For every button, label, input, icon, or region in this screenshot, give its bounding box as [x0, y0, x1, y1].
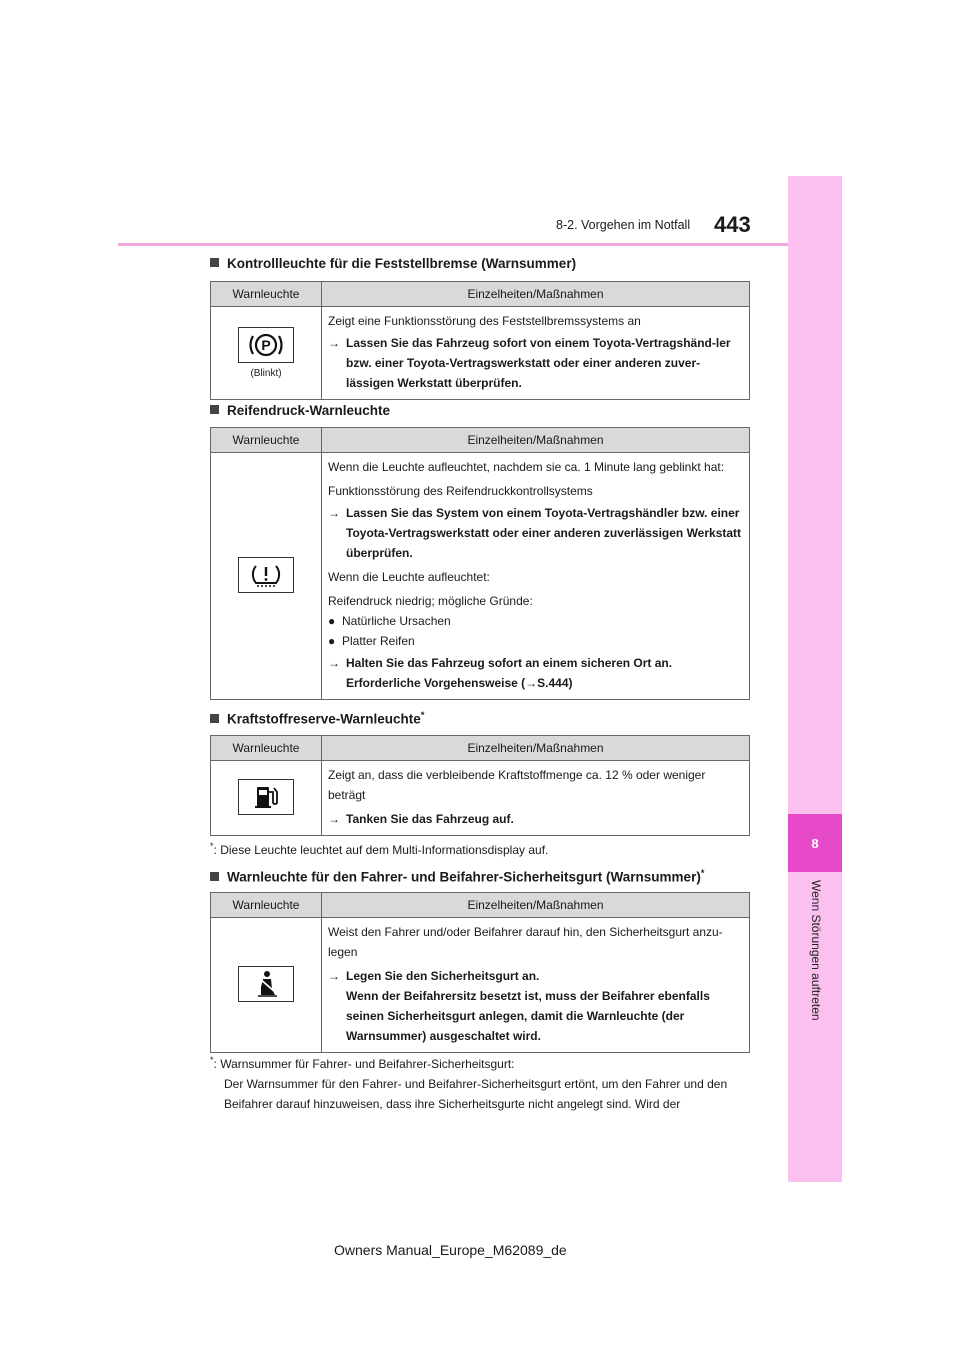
seatbelt-icon: [238, 966, 294, 1002]
action-text: Lassen Sie das System von einem Toyota-Vertragshändler bzw. einer Toyota-Vertragswerkstatt oder einer anderen zuverlässigen Werkstatt überprüfen.: [346, 506, 742, 560]
action-line: [328, 333, 743, 393]
details-text: Reifendruck niedrig; mögliche Gründe:: [328, 594, 533, 608]
arrow-icon: →: [328, 336, 340, 350]
svg-text:P: P: [261, 337, 271, 353]
table-row: [211, 453, 750, 700]
arrow-icon: →: [328, 506, 340, 520]
arrow-icon: →: [328, 656, 340, 670]
section-heading-tire-pressure: [210, 403, 390, 418]
arrow-icon: →: [328, 969, 340, 983]
heading-square-icon: [210, 872, 219, 881]
details-text: Zeigt an, dass die verbleibende Kraftstoffmenge ca. 12 % oder weniger beträgt: [328, 768, 706, 802]
page-number: 443: [714, 212, 751, 237]
details-text: Weist den Fahrer und/oder Beifahrer darauf hin, den Sicherheitsgurt anzu-legen: [328, 925, 723, 959]
action-text: Tanken Sie das Fahrzeug auf.: [346, 812, 514, 826]
section-heading-fuel: [210, 710, 424, 727]
warning-table-parking-brake: [210, 281, 750, 400]
col-header-details: Einzelheiten/Maßnahmen: [322, 736, 750, 761]
action-text: Legen Sie den Sicherheitsgurt an.: [346, 969, 540, 983]
icon-cell: [211, 307, 322, 400]
col-header-warnleuchte: Warnleuchte: [211, 428, 322, 453]
action-text: Wenn der Beifahrersitz besetzt ist, muss der Beifahrer ebenfalls seinen Sicherheitsgurt anlegen, damit die Warnleuchte (der Warnsummer) ausgeschaltet wird.: [346, 989, 710, 1043]
footnote-text: Diese Leuchte leuchtet auf dem Multi-Informationsdisplay auf.: [220, 843, 549, 857]
list-item-text: Natürliche Ursachen: [342, 614, 451, 628]
heading-text: Kontrollleuchte für die Feststellbremse (Warnsummer): [227, 256, 577, 271]
col-header-details: Einzelheiten/Maßnahmen: [322, 893, 750, 918]
footnote-text: Warnsummer für Fahrer- und Beifahrer-Sicherheitsgurt:: [220, 1057, 515, 1071]
section-heading-parking-brake: [210, 256, 576, 271]
col-header-warnleuchte: Warnleuchte: [211, 893, 322, 918]
footnote: *: Diese Leuchte leuchtet auf dem Multi-Informationsdisplay auf.: [210, 841, 549, 857]
icon-cell: [211, 453, 322, 700]
header-rule: [118, 243, 788, 246]
details-text: Zeigt eine Funktionsstörung des Feststellbremssystems an: [328, 314, 641, 328]
bullet-icon: ●: [328, 634, 336, 648]
list-item: [328, 611, 743, 631]
details-text: Funktionsstörung des Reifendruckkontrollsystems: [328, 484, 593, 498]
col-header-details: Einzelheiten/Maßnahmen: [322, 282, 750, 307]
action-text: Lassen Sie das Fahrzeug sofort von einem Toyota-Vertragshänd-ler bzw. einer Toyota-Vertragswerkstatt oder einer anderen zuver-lässigen Werkstatt überprüfen.: [346, 336, 731, 390]
action-line: [328, 966, 743, 1046]
tire-pressure-icon: [238, 557, 294, 593]
icon-cell: [211, 761, 322, 836]
warning-table-tire-pressure: [210, 427, 750, 700]
heading-square-icon: [210, 405, 219, 414]
heading-text: Warnleuchte für den Fahrer- und Beifahrer-Sicherheitsgurt (Warnsummer): [227, 869, 701, 885]
table-row: [211, 761, 750, 836]
footnote-marker: *: [700, 868, 705, 878]
details-cell: [322, 307, 750, 400]
chapter-label: Wenn Störungen auftreten: [809, 880, 823, 1021]
details-cell: [322, 761, 750, 836]
icon-cell: [211, 918, 322, 1053]
footnote: [210, 1050, 750, 1114]
footnote-line: *: Warnsummer für Fahrer- und Beifahrer-Sicherheitsgurt:: [210, 1055, 515, 1071]
table-header-row: [211, 428, 750, 453]
footnote-text: Der Warnsummer für den Fahrer- und Beifahrer-Sicherheitsgurt ertönt, um den Fahrer und den Beifahrer darauf hinzuweisen, dass ihre Sicherheitsgurte nicht angelegt sind. Wird der: [224, 1077, 728, 1111]
action-text: Halten Sie das Fahrzeug sofort an einem sicheren Ort an. Erforderliche Vorgehensweise (→S.444): [346, 656, 673, 690]
heading-text: Reifendruck-Warnleuchte: [227, 403, 391, 418]
section-heading-seatbelt: [210, 868, 704, 885]
footer-text: Owners Manual_Europe_M62089_de: [334, 1242, 567, 1258]
icon-caption: (Blinkt): [250, 368, 282, 379]
table-row: [211, 918, 750, 1053]
table-row: [211, 307, 750, 400]
details-text: Wenn die Leuchte aufleuchtet, nachdem sie ca. 1 Minute lang geblinkt hat:: [328, 460, 725, 474]
heading-square-icon: [210, 258, 219, 267]
details-cell: [322, 918, 750, 1053]
parking-brake-icon: [238, 327, 294, 363]
action-line: [328, 653, 743, 693]
action-line: [328, 809, 743, 829]
footnote-marker: *: [420, 710, 425, 720]
bullet-icon: ●: [328, 614, 336, 628]
warning-table-seatbelt: [210, 892, 750, 1053]
col-header-details: Einzelheiten/Maßnahmen: [322, 428, 750, 453]
arrow-icon: →: [328, 812, 340, 826]
footnote-marker: *: [210, 1055, 214, 1065]
warning-table-fuel: [210, 735, 750, 836]
heading-text: Kraftstoffreserve-Warnleuchte: [227, 711, 421, 727]
col-header-warnleuchte: Warnleuchte: [211, 736, 322, 761]
heading-square-icon: [210, 714, 219, 723]
chapter-number: 8: [811, 836, 819, 851]
section-title: 8-2. Vorgehen im Notfall: [556, 218, 691, 232]
details-cell: [322, 453, 750, 700]
col-header-warnleuchte: Warnleuchte: [211, 282, 322, 307]
action-line: [328, 503, 743, 563]
list-item-text: Platter Reifen: [342, 634, 415, 648]
list-item: [328, 631, 743, 651]
fuel-icon: [238, 779, 294, 815]
details-text: Wenn die Leuchte aufleuchtet:: [328, 570, 490, 584]
table-header-row: [211, 282, 750, 307]
table-header-row: [211, 893, 750, 918]
table-header-row: [211, 736, 750, 761]
footnote-marker: *: [210, 841, 214, 851]
